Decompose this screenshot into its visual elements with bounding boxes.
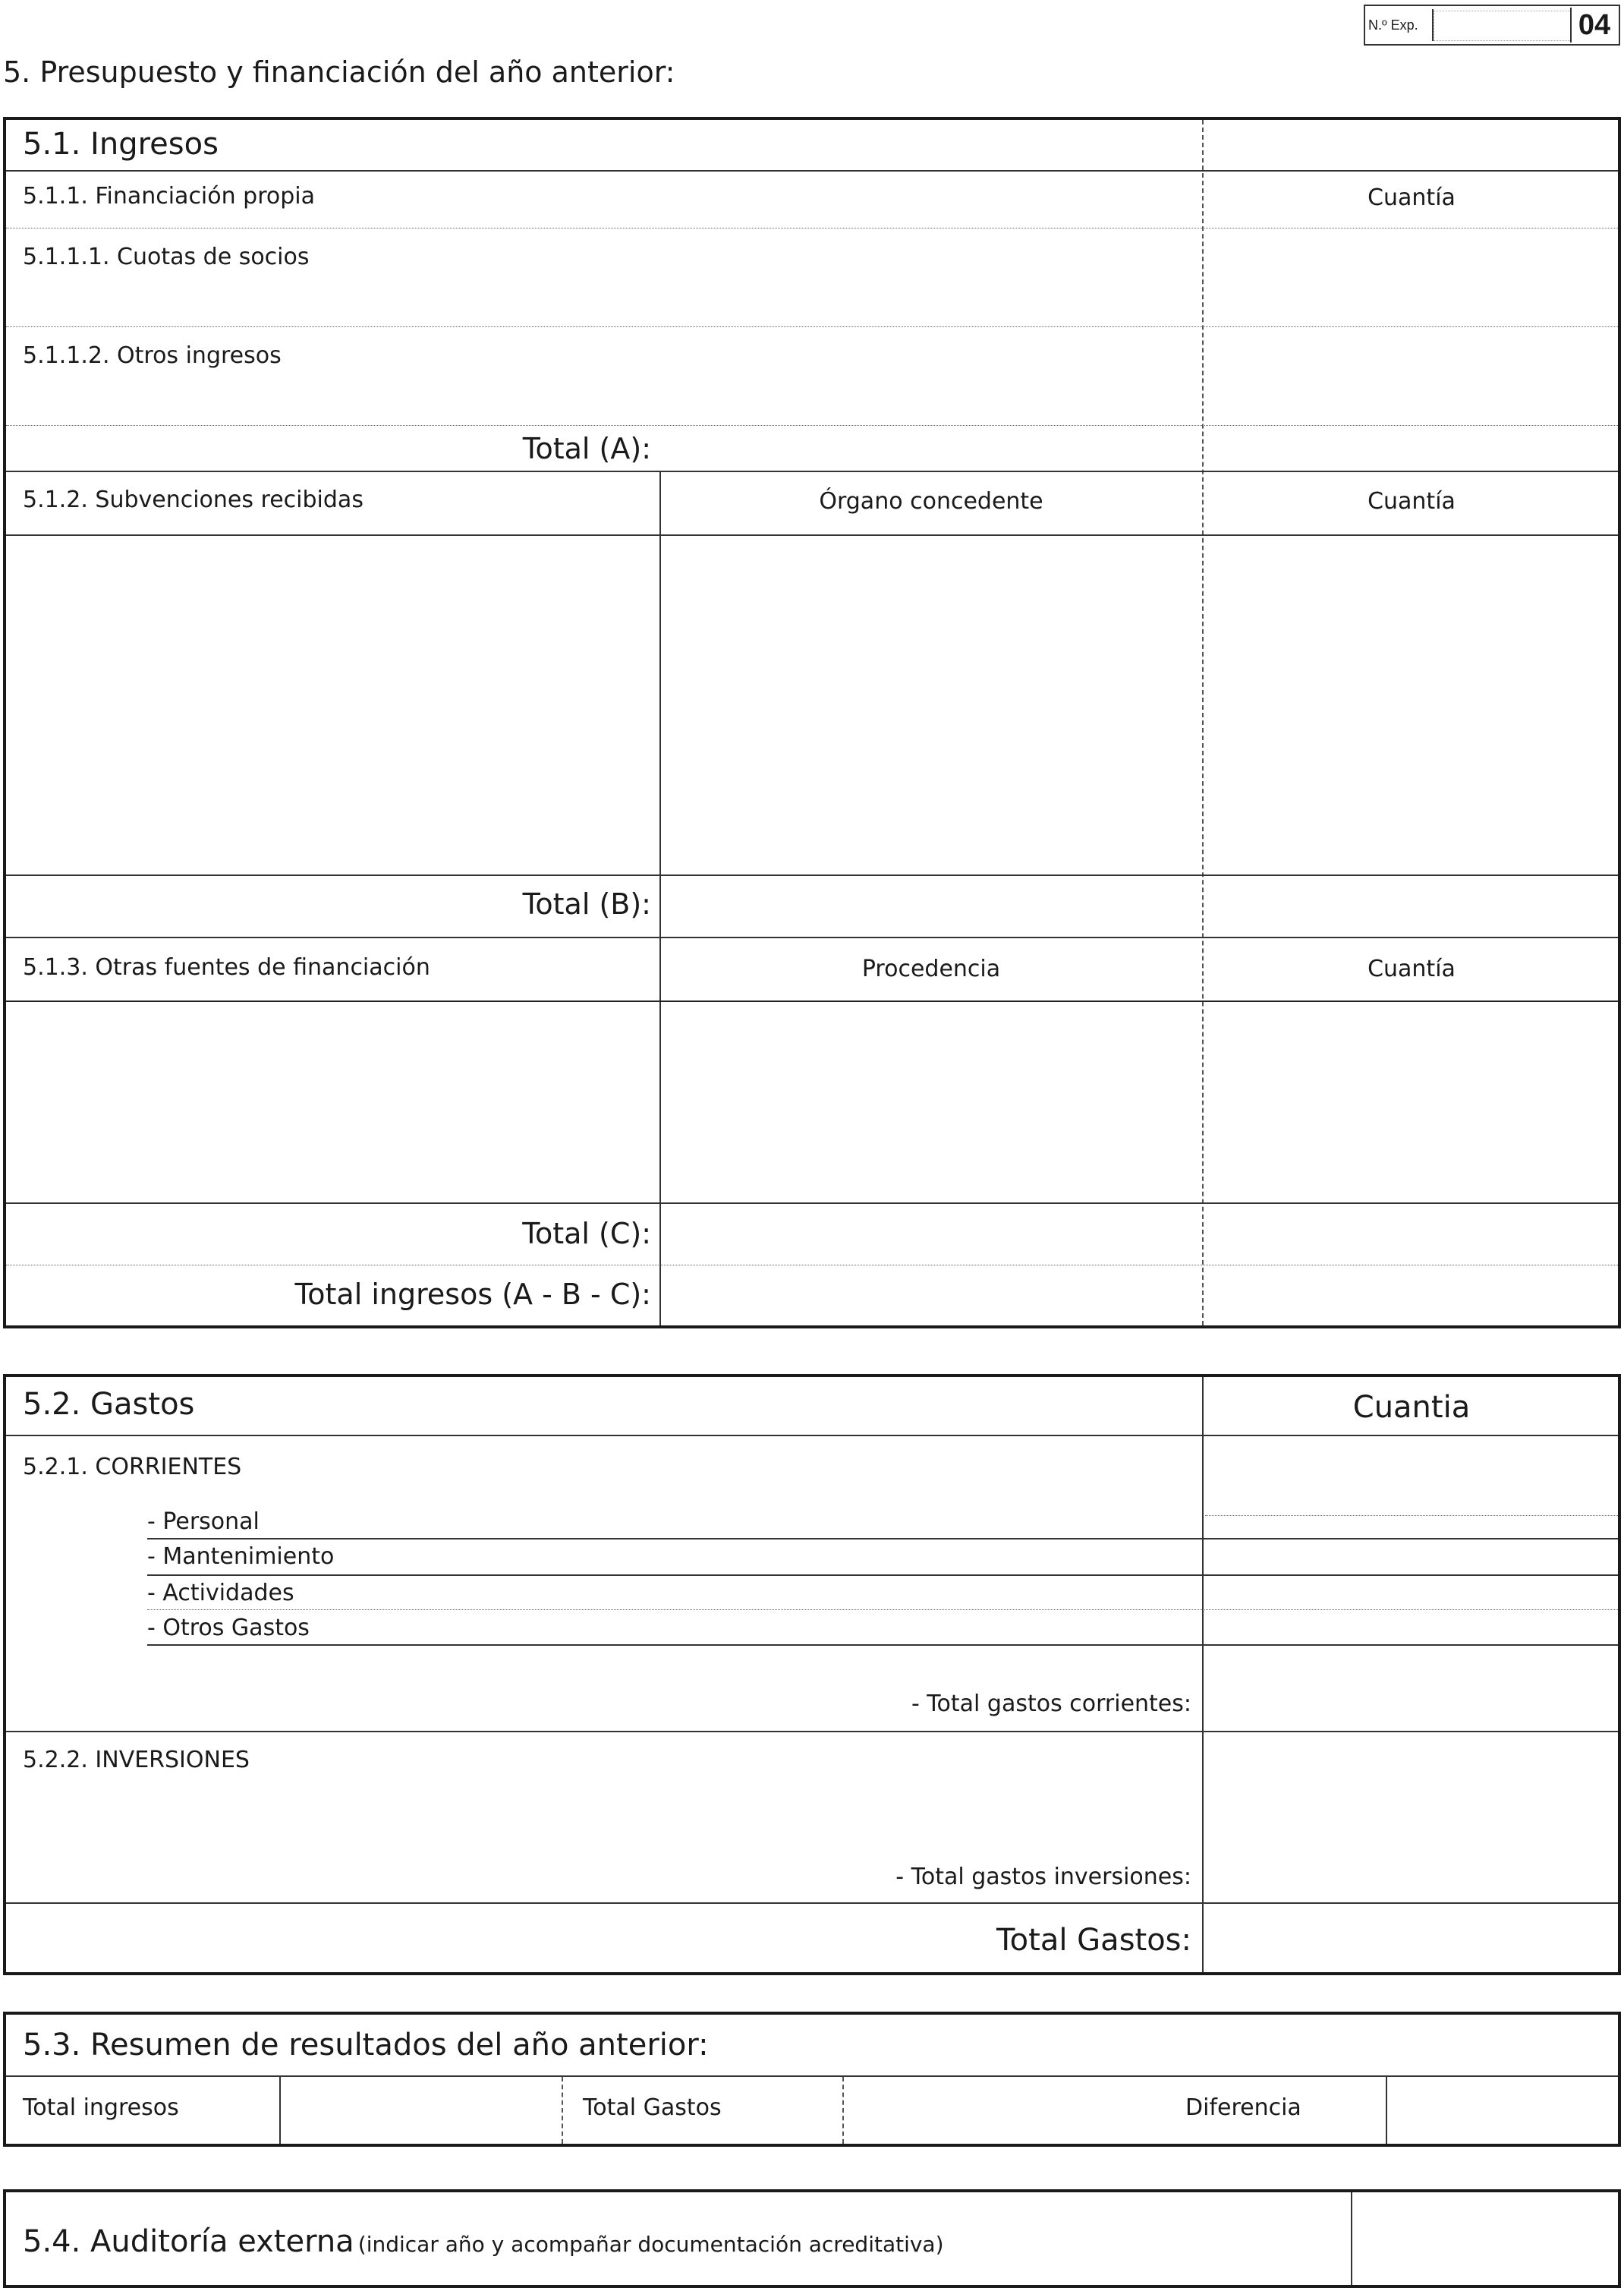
- total-ingresos-field[interactable]: [662, 1268, 1201, 1324]
- procedencia-field[interactable]: [662, 1004, 1201, 1199]
- subvenciones-label: 5.1.2. Subvenciones recibidas: [23, 487, 364, 513]
- inversiones-label: 5.2.2. INVERSIONES: [23, 1747, 250, 1773]
- total-c-label: Total (C):: [522, 1217, 651, 1250]
- actividades-amount[interactable]: [1207, 1577, 1616, 1608]
- cuantia-header-subvenciones: Cuantía: [1367, 488, 1456, 515]
- total-corrientes-label: - Total gastos corrientes:: [911, 1691, 1191, 1717]
- subvenciones-amount-field[interactable]: [1207, 537, 1616, 871]
- total-b-label: Total (B):: [522, 887, 651, 921]
- auditoria-title: 5.4. Auditoría externa: [23, 2224, 354, 2259]
- total-inversiones-label: - Total gastos inversiones:: [895, 1864, 1191, 1890]
- organo-concedente-header: Órgano concedente: [819, 488, 1043, 515]
- resumen-total-gastos-field[interactable]: [845, 2078, 1134, 2142]
- total-corrientes-amount[interactable]: [1207, 1647, 1616, 1729]
- gasto-item-otros: - Otros Gastos: [147, 1615, 310, 1641]
- auditoria-field[interactable]: [1354, 2192, 1616, 2285]
- total-gastos-label: Total Gastos:: [996, 1923, 1191, 1958]
- gasto-item-actividades: - Actividades: [147, 1580, 294, 1606]
- expediente-field[interactable]: [1434, 11, 1572, 41]
- resumen-total-gastos-label: Total Gastos: [583, 2094, 722, 2121]
- total-gastos-amount[interactable]: [1207, 1905, 1616, 1972]
- total-ingresos-label: Total ingresos (A - B - C):: [294, 1278, 651, 1311]
- gastos-title: 5.2. Gastos: [23, 1387, 195, 1422]
- total-a-label: Total (A):: [522, 432, 651, 465]
- otros-gastos-amount[interactable]: [1207, 1612, 1616, 1643]
- total-b-field[interactable]: [662, 878, 1201, 935]
- organo-concedente-field[interactable]: [662, 537, 1201, 871]
- otras-fuentes-amount-field[interactable]: [1207, 1004, 1616, 1199]
- procedencia-header: Procedencia: [861, 956, 1001, 982]
- section-title: 5. Presupuesto y financiación del año anterior:: [3, 55, 675, 89]
- otros-ingresos-label: 5.1.1.2. Otros ingresos: [23, 342, 282, 369]
- cuotas-socios-amount[interactable]: [1207, 231, 1616, 325]
- personal-amount[interactable]: [1207, 1517, 1616, 1536]
- auditoria-label: [23, 2226, 944, 2257]
- resumen-diferencia-label: Diferencia: [1185, 2094, 1301, 2121]
- gasto-item-personal: - Personal: [147, 1508, 260, 1535]
- cuantia-header-otras: Cuantía: [1367, 956, 1456, 982]
- otros-ingresos-amount[interactable]: [1207, 329, 1616, 424]
- expediente-number: 04: [1570, 8, 1617, 43]
- total-c-field[interactable]: [662, 1205, 1201, 1263]
- auditoria-note: (indicar año y acompañar documentación acreditativa): [357, 2232, 944, 2257]
- expediente-label: N.º Exp.: [1368, 9, 1434, 41]
- cuotas-socios-label: 5.1.1.1. Cuotas de socios: [23, 244, 310, 270]
- resumen-title: 5.3. Resumen de resultados del año anterior:: [23, 2028, 709, 2063]
- total-inversiones-amount[interactable]: [1207, 1734, 1616, 1901]
- gasto-item-mantenimiento: - Mantenimiento: [147, 1543, 335, 1570]
- financiacion-propia-label: 5.1.1. Financiación propia: [23, 183, 316, 210]
- ingresos-title: 5.1. Ingresos: [23, 127, 219, 162]
- subvenciones-list-field[interactable]: [8, 537, 657, 871]
- resumen-total-ingresos-field[interactable]: [282, 2078, 560, 2142]
- resumen-total-ingresos-label: Total ingresos: [23, 2094, 179, 2121]
- resumen-diferencia-field[interactable]: [1389, 2078, 1616, 2142]
- expediente-number-box: [1364, 5, 1620, 46]
- otras-fuentes-list-field[interactable]: [8, 1004, 657, 1199]
- total-a-amount[interactable]: [1207, 428, 1616, 469]
- cuantia-header-propia: Cuantía: [1367, 184, 1456, 211]
- mantenimiento-amount[interactable]: [1207, 1541, 1616, 1573]
- corrientes-label: 5.2.1. CORRIENTES: [23, 1454, 242, 1480]
- gastos-cuantia-header: Cuantia: [1352, 1390, 1471, 1425]
- otras-fuentes-label: 5.1.3. Otras fuentes de financiación: [23, 954, 430, 981]
